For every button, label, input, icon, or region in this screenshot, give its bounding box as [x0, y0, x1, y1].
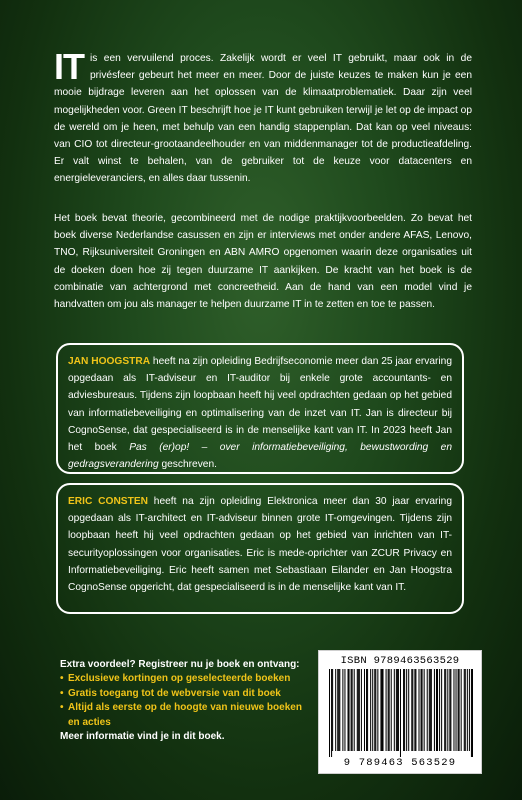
promo-item: • Altijd als eerste op de hoogte van nieuwe boeken en acties	[60, 702, 302, 728]
body-paragraph: Het boek bevat theorie, gecombineerd met de nodige praktijkvoorbeelden. Zo bevat het boek diverse Nederlandse casussen en zijn er interviews met onder andere AFAS, Lenovo, TNO, Rijksuniversiteit Groningen en ABN AMRO opgenomen waarin deze organisaties uit de doeken doen hoe zij tegen duurzame IT aankijken. De kracht van het boek is de combinatie van achtergrond met concreetheid. Aan de hand van een model vind je handvatten om jou als manager te helpen duurzame IT in te zetten en toe te passen.	[54, 213, 472, 311]
barcode	[318, 650, 482, 774]
author-name: JAN HOOGSTRA	[68, 356, 151, 367]
promo-footer: Meer informatie vind je in dit boek.	[60, 731, 225, 743]
promo-item: • Gratis toegang tot de webversie van dit boek	[60, 687, 310, 701]
isbn-digits: 9 789463 563529	[343, 757, 457, 769]
promo-heading: Extra voordeel? Registreer nu je boek en ontvang:	[60, 659, 300, 670]
bullet-icon: •	[60, 702, 64, 714]
intro-text: is een vervuilend proces. Zakelijk wordt er veel IT gebruikt, maar ook in de privésfeer gebeurt het meer en meer. Door de juiste keuzes te maken kun je een mooie bijdrage leveren aan het oplossen van de klimaatproblematiek. Daar zijn veel mogelijkheden voor. Green IT beschrijft hoe je IT kunt gebruiken terwijl je let op de impact op de wereld om je heen, met behulp van een handig stappenplan. Dat kan op veel niveaus: van CIO tot directeur-grootaandeelhouder en van middenmanager tot de productieafdeling. Er valt winst te behalen, van de gebruiker tot de keuze voor datacenters en energieleveranciers, en alles daar tussenin.	[54, 53, 472, 185]
author-bio-text: heeft na zijn opleiding Bedrijfseconomie meer dan 25 jaar ervaring opgedaan als IT-adviseur en IT-auditor bij enkele grote accountants- en adviesbureaus. Tijdens zijn loopbaan heeft hij veel opdrachten gedaan op het gebied van informatiebeveiliging en optimalisering van de inzet van IT. Jan is directeur bij CognoSense, dat gespecialiseerd is in de menselijke kant van IT. In 2023 heeft Jan het boek	[68, 356, 453, 454]
book-title: Pas (er)op! – over informatiebeveiliging, bewustwording en gedragsverandering	[68, 442, 452, 471]
bullet-icon: •	[60, 687, 64, 699]
promo-list	[60, 672, 310, 730]
barcode-icon	[329, 669, 473, 757]
dropcap: IT	[54, 46, 84, 87]
author-bio-eric	[56, 483, 464, 614]
author-bio-text: heeft na zijn opleiding Elektronica meer dan 30 jaar ervaring opgedaan als IT-architect en IT-adviseur binnen grote IT-omgevingen. Tijdens zijn loopbaan heeft hij veel opdrachten gedaan op het gebied van inrichten van IT-securityoplossingen voor organisaties. Eric is mede-oprichter van ZCUR Privacy en Informatiebeveiliging. Eric heeft samen met Sebastiaan Eilander en Jan Hoogstra CognoSense opgericht, dat gespecialiseerd is in de menselijke kant van IT.	[68, 496, 453, 594]
author-bio-text-end: geschreven.	[158, 459, 217, 471]
isbn-label: ISBN 9789463563529	[340, 655, 460, 667]
promo-item: • Exclusieve kortingen op geselecteerde boeken	[60, 672, 310, 686]
author-name: ERIC CONSTEN	[68, 496, 148, 507]
promo-section	[60, 658, 310, 744]
bullet-icon: •	[60, 673, 64, 685]
intro-paragraph	[54, 46, 472, 188]
author-bio-jan	[56, 343, 464, 474]
